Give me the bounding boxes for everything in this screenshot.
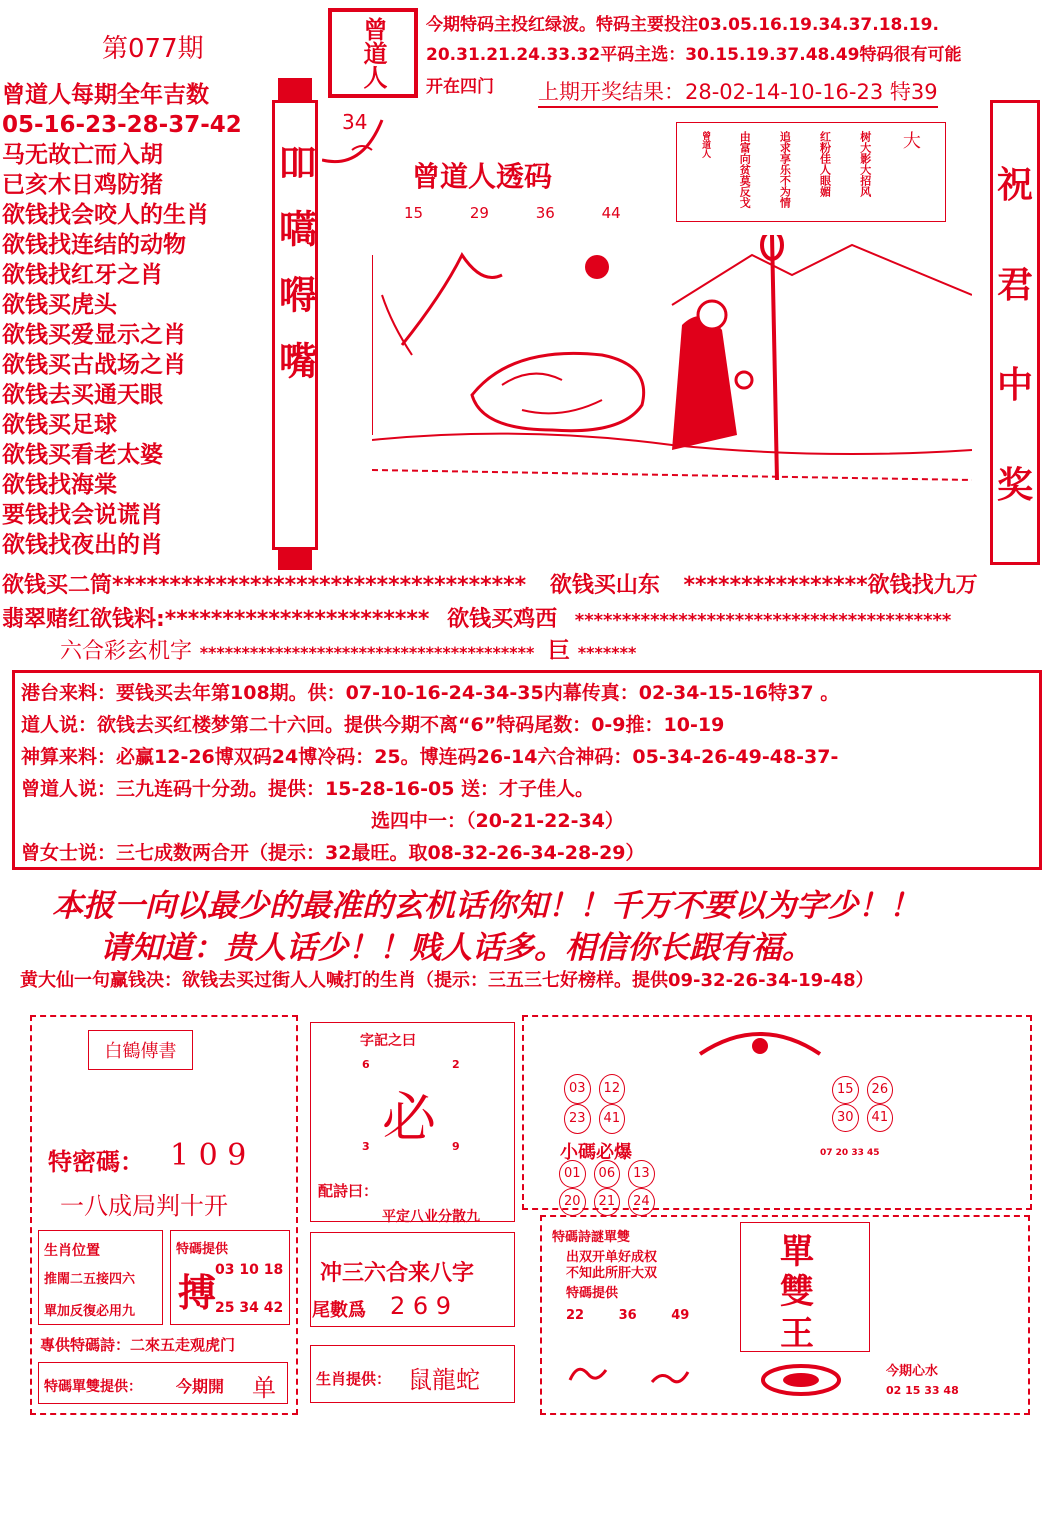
circle-num: 23 [564, 1104, 591, 1134]
mid-wei-value: 2 6 9 [390, 1292, 452, 1320]
tm-nums [566, 1308, 689, 1323]
poem-column: 红粉佳人眼媚 [818, 131, 832, 197]
circle-num: 21 [594, 1188, 621, 1216]
left-clue: 欲钱找连结的动物 [2, 232, 186, 258]
jin-label: 今期心水 [886, 1364, 939, 1379]
info-line: 港台来料：要钱买去年第108期。供：07-10-16-24-34-35内幕传真：02-34-15-16特37 。 [21, 682, 840, 704]
circle-num: 06 [594, 1160, 621, 1188]
left-clue: 欲钱找海棠 [2, 472, 117, 498]
picture-number: 44 [601, 204, 621, 222]
star-line-1-b: 欲钱买山东 [549, 573, 660, 598]
circle-num: 12 [599, 1074, 626, 1104]
flower-emblem [756, 1360, 846, 1400]
star-line-3-a: 六合彩玄机字 [60, 639, 193, 664]
circle-num: 15 [832, 1076, 859, 1104]
tm-poem-2: 不知此所肝大双 [566, 1266, 658, 1281]
seal-logo [328, 8, 418, 98]
mid-n3: 3 [362, 1140, 370, 1153]
poem-column: 树大影大招风 [858, 131, 872, 197]
left-clue: 欲钱找红牙之肖 [2, 262, 163, 288]
left-clue: 要钱找会说谎肖 [2, 502, 163, 528]
right-scroll-char: 中 [996, 364, 1033, 406]
poem-column: 由富向贫莫反戈 [738, 131, 752, 208]
star-line-1-a: 欲钱买二筒************************************ [2, 573, 527, 598]
left-clue: 欲钱买足球 [2, 412, 117, 438]
big-char-3: 王 [780, 1314, 814, 1354]
ds-value: 今期開 [176, 1377, 225, 1396]
tema-poem: 一八成局判十开 [60, 1192, 228, 1220]
circle-num: 13 [628, 1160, 655, 1188]
right-nums-line: 07 20 33 45 [820, 1148, 880, 1158]
ds-label: 特碼單雙提供： [44, 1379, 142, 1395]
mid-peishi: 配詩曰： [318, 1182, 379, 1200]
star-line-2-a: 翡翠赌红欲钱料:*********************** [2, 607, 430, 632]
star-line-3-c: 巨 [548, 639, 571, 664]
tm-num: 49 [671, 1308, 690, 1323]
mid-big-char: 必 [382, 1086, 436, 1149]
seal-text: 曾道人 [359, 17, 387, 89]
mid-wei-label: 尾數爲 [312, 1300, 366, 1321]
te-nums-1: 03 10 18 [215, 1262, 284, 1278]
animal-sketch-1 [568, 1360, 608, 1386]
animal-sketch-2 [650, 1364, 690, 1390]
left-clue: 欲钱买虎头 [2, 292, 117, 318]
left-clue: 欲钱买看老太婆 [2, 442, 163, 468]
star-line-1 [2, 568, 978, 599]
scroll-cap-bottom [278, 548, 312, 570]
mid-sx-label: 生肖提供： [316, 1370, 392, 1388]
info-line: 曾道人说：三九连码十分劲。提供：15-28-16-05 送：才子佳人。 [21, 778, 595, 800]
circle-grid-2 [555, 1160, 715, 1216]
picture-number: 15 [404, 204, 424, 222]
sun-icon [322, 100, 412, 180]
tm-poem-1: 出双开单好成权 [566, 1250, 658, 1265]
right-scroll-char: 奖 [996, 464, 1033, 506]
left-clue: 05-16-23-28-37-42 [2, 112, 242, 138]
poem-column: 追求享乐不为情 [778, 131, 792, 208]
big-char-2: 雙 [780, 1272, 814, 1312]
left-clue: 欲钱买古战场之肖 [2, 352, 186, 378]
star-line-2 [2, 602, 951, 633]
jin-nums: 02 15 33 48 [886, 1384, 959, 1397]
star-line-1-c: ****************欲钱找九万 [683, 573, 978, 598]
left-clue: 欲钱买爱显示之肖 [2, 322, 186, 348]
header-line1: 今期特码主投红绿波。特码主要投注03.05.16.19.34.37.18.19. [426, 15, 939, 35]
circle-num: 20 [559, 1188, 586, 1216]
left-clue: 马无故亡而入胡 [2, 142, 163, 168]
issue-number: 第077期 [102, 34, 204, 64]
slogan-1: 本报一向以最少的最准的玄机话你知！！千万不要以为字少！！ [52, 888, 920, 924]
sx-line-1: 推閙二五接四六 [44, 1272, 136, 1287]
circle-num: 41 [599, 1104, 626, 1134]
mid-n2: 2 [452, 1058, 460, 1071]
huang-da-xian-line: 黄大仙一句赢钱决：欲钱去买过街人人喊打的生肖（提示：三五三七好榜样。提供09-32-26-34-19-48） [20, 970, 874, 991]
mid-poem: 平定八业分散九 [382, 1209, 480, 1225]
ds-result: 单 [252, 1374, 276, 1402]
circle-num: 30 [832, 1104, 859, 1132]
tema-value: 1 0 9 [170, 1138, 247, 1173]
circle-grid-3 [828, 1076, 928, 1132]
info-box [12, 670, 1042, 870]
sx-title: 生肖位置 [44, 1243, 100, 1259]
baihe-title: 白鶴傳書 [104, 1041, 177, 1062]
small-code-title: 小碼必爆 [560, 1142, 632, 1163]
mid-n9: 9 [452, 1140, 460, 1153]
picture-number: 29 [469, 204, 489, 222]
circle-num: 01 [559, 1160, 586, 1188]
poem-column: 曾道人 [700, 131, 711, 158]
picture-numbers [404, 204, 621, 222]
circle-num: 41 [867, 1104, 894, 1132]
poem-big: 大 [899, 131, 921, 149]
last-result: 上期开奖结果：28-02-14-10-16-23 特39 [538, 76, 938, 108]
circle-num: 24 [628, 1188, 655, 1216]
big-char-1: 單 [780, 1232, 814, 1272]
mid-sx-value: 鼠龍蛇 [408, 1366, 480, 1394]
left-clue: 欲钱找夜出的肖 [2, 532, 163, 558]
info-line: 选四中一：（20-21-22-34） [371, 810, 624, 832]
tm-num: 36 [618, 1308, 637, 1323]
star-line-2-c: **************************************** [574, 610, 952, 631]
slogan-2: 请知道：贵人话少！！贱人话多。相信你长跟有福。 [100, 930, 813, 966]
scene-illustration [372, 235, 972, 560]
star-line-2-b: 欲钱买鸡西 [447, 607, 558, 632]
special-poem: 專供特碼詩：二來五走观虎门 [40, 1336, 236, 1354]
star-line-3-d: ******* [577, 643, 637, 662]
right-scroll-char: 祝 [996, 165, 1033, 207]
picture-title: 曾道人透码 [412, 160, 553, 193]
left-clue: 曾道人每期全年吉数 [2, 82, 209, 108]
scroll-cap-top [278, 78, 312, 102]
left-clue: 欲钱去买通天眼 [2, 382, 163, 408]
star-line-3-b: **************************************** [199, 643, 535, 662]
tm-title: 特碼詩謎單雙 [552, 1230, 631, 1245]
right-scroll [990, 100, 1040, 565]
info-line: 曾女士说：三七成数两合开（提示：32最旺。取08-32-26-34-28-29） [21, 842, 645, 864]
mid-top: 字記之曰 [360, 1033, 416, 1049]
left-scroll-text: 吅嚆嘚嘴 [272, 143, 317, 407]
left-clue: 已亥木日鸡防猪 [2, 172, 163, 198]
tm-label: 特碼提供 [566, 1286, 619, 1301]
circle-num: 26 [867, 1076, 894, 1104]
picture-number: 36 [535, 204, 555, 222]
bo-char: 搏 [178, 1271, 217, 1315]
te-title: 特碼提供 [176, 1242, 229, 1257]
circle-grid-1 [560, 1074, 680, 1134]
info-line: 道人说：欲钱去买红楼梦第二十六回。提供今期不离“6”特码尾数：0-9推：10-19 [21, 714, 725, 736]
left-clue: 欲钱找会咬人的生肖 [2, 202, 209, 228]
left-scroll [272, 100, 318, 550]
tema-label: 特密碼： [48, 1148, 144, 1176]
header-line2: 20.31.21.24.33.32平码主选：30.15.19.37.48.49特码很有可能 [426, 45, 962, 65]
te-nums-2: 25 34 42 [215, 1300, 284, 1316]
header-line3: 开在四门 [426, 77, 494, 97]
lotus-emblem [690, 1024, 830, 1064]
info-line: 神算来料：必赢12-26博双码24博冷码：25。博连码26-14六合神码：05-34-26-49-48-37- [21, 746, 839, 768]
illustration-panel [322, 100, 987, 560]
right-scroll-char: 君 [996, 265, 1033, 307]
baihe-title-box [88, 1030, 193, 1070]
tm-num: 22 [566, 1308, 585, 1323]
star-line-3 [60, 634, 636, 665]
poem-box [676, 122, 946, 222]
sx-line-2: 單加反復必用九 [44, 1304, 136, 1319]
mid-chong: 冲三六合来八字 [320, 1261, 475, 1286]
picture-top-num: 34 [342, 110, 368, 134]
left-clue-list [2, 80, 272, 560]
circle-num: 03 [564, 1074, 591, 1104]
mid-n6: 6 [362, 1058, 370, 1071]
